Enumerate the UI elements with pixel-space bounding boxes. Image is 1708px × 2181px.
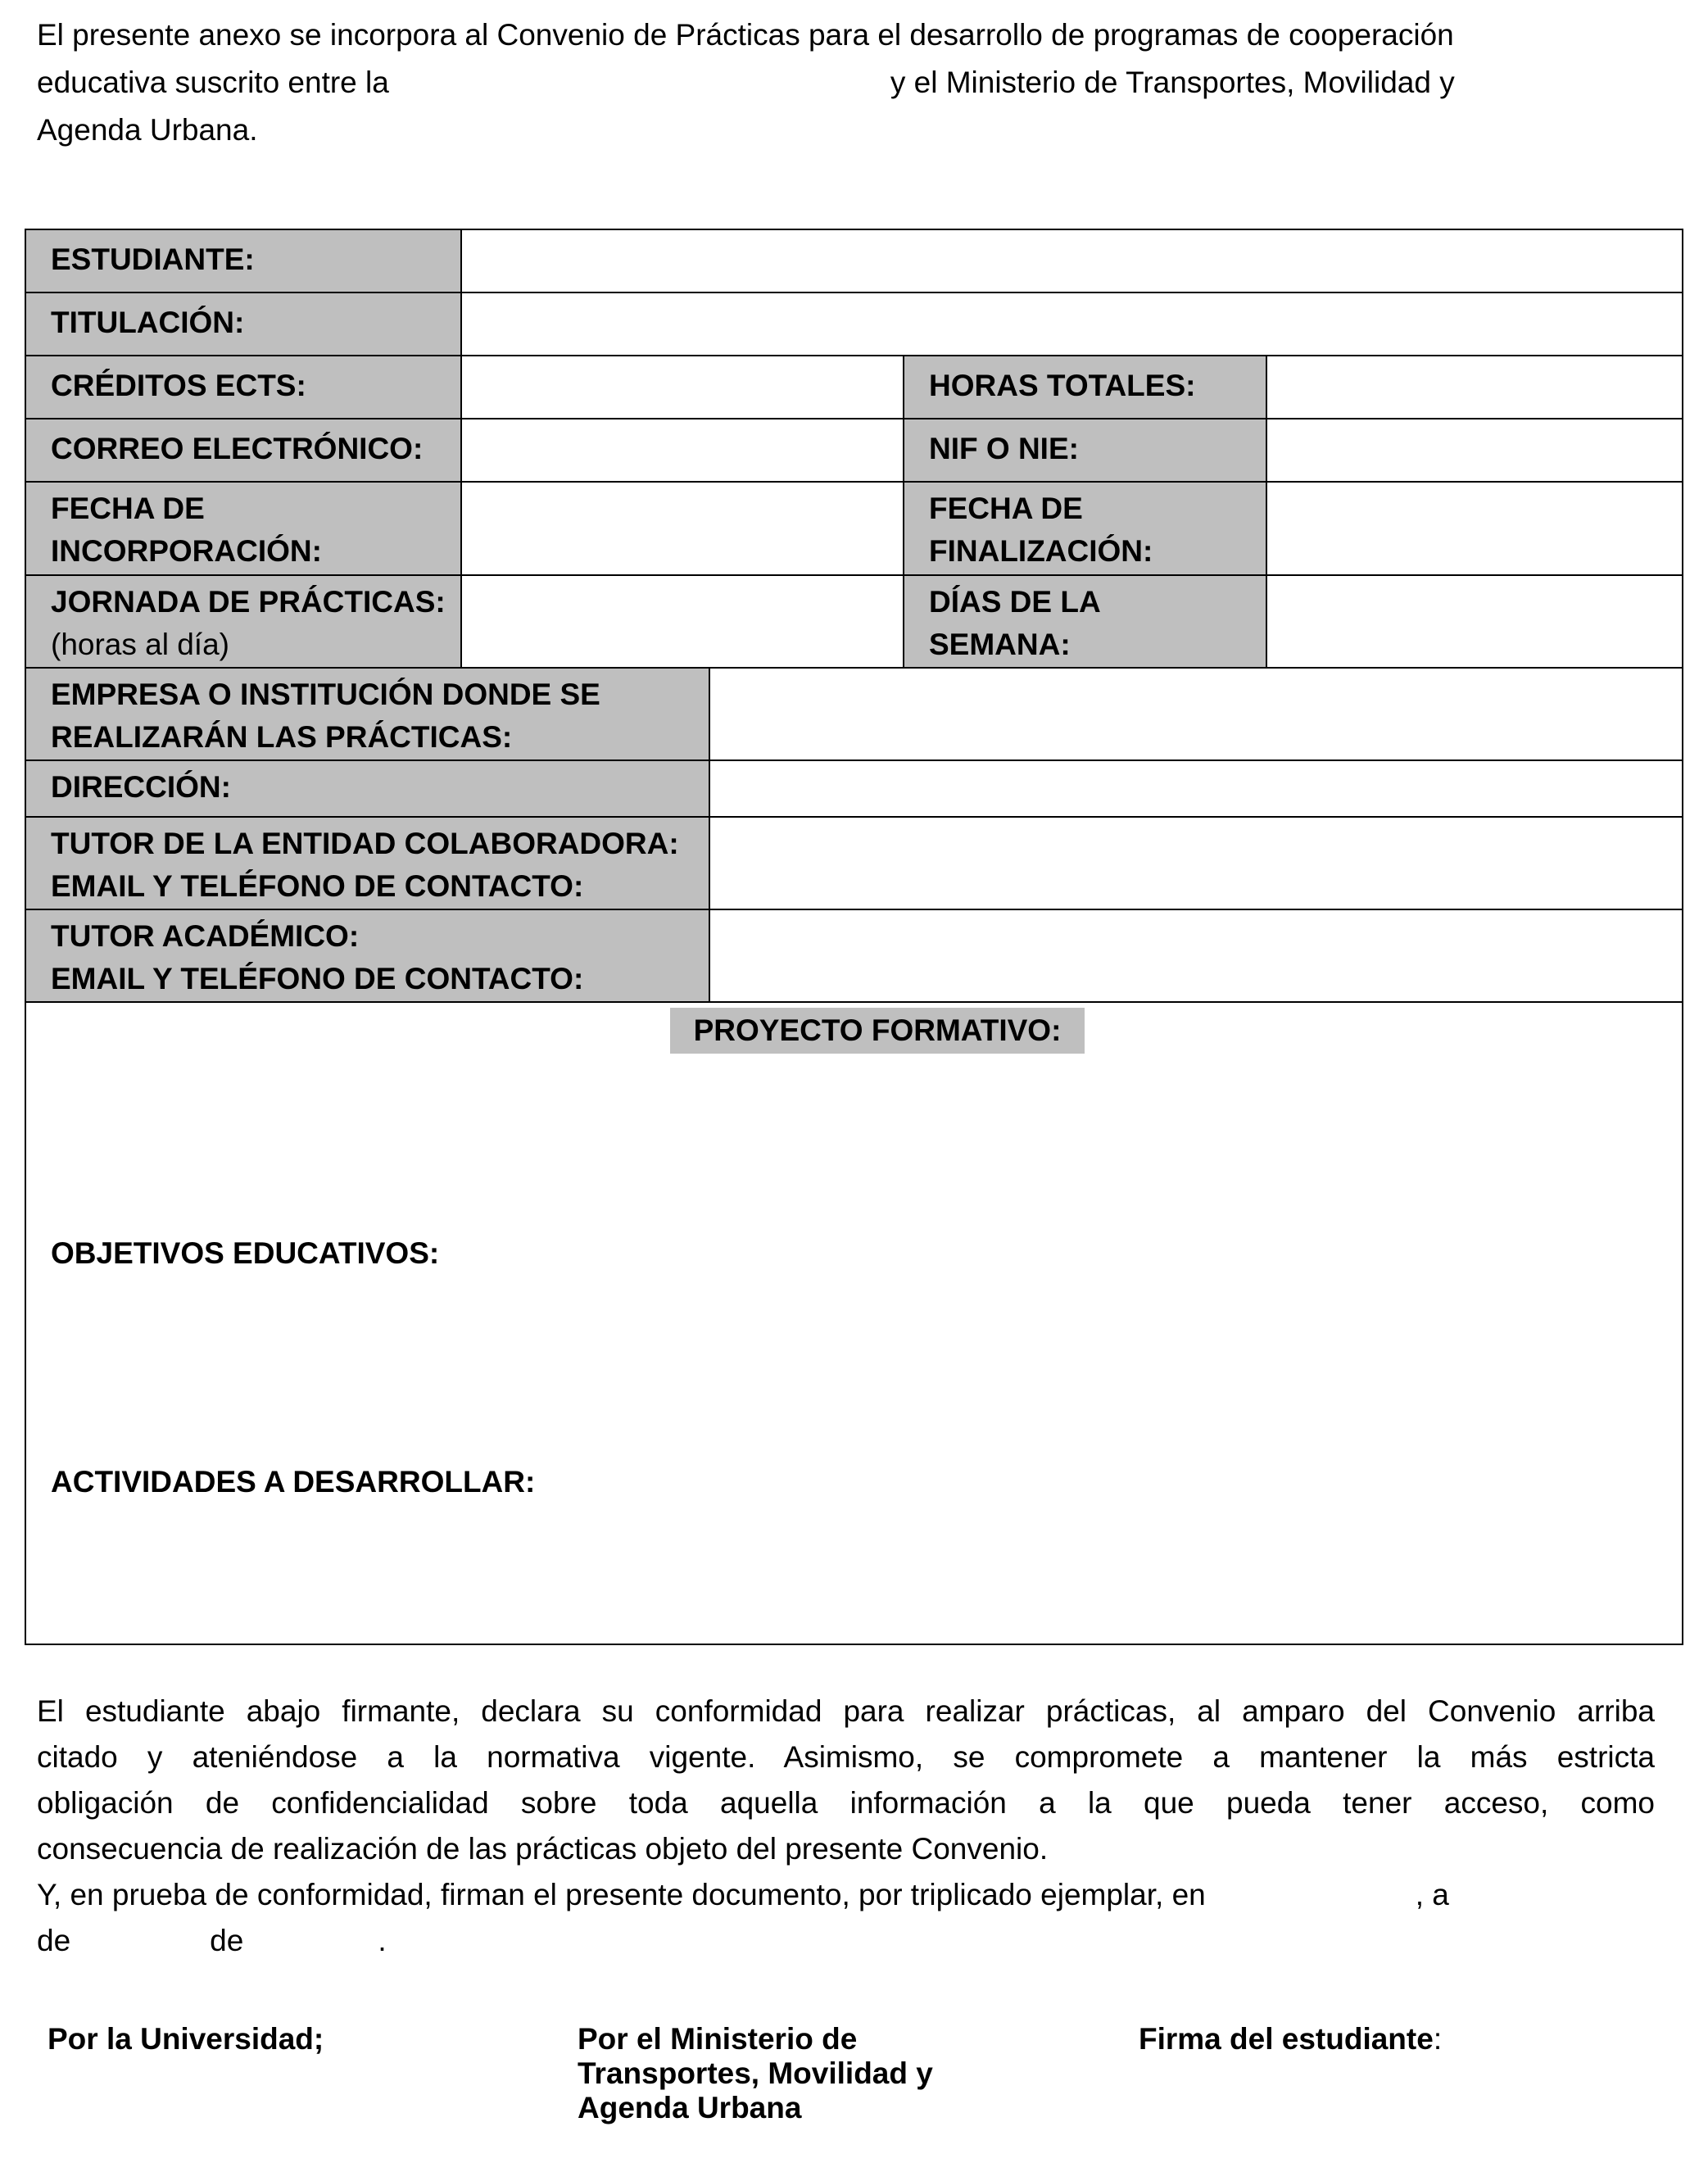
field-fecha-incorporacion[interactable] (462, 483, 904, 576)
intro-line-3: Agenda Urbana. (37, 113, 258, 147)
label-fecha-finalizacion: FECHA DE FINALIZACIÓN: (904, 483, 1267, 576)
field-empresa-institucion[interactable] (710, 669, 1682, 761)
label-empresa-institucion: EMPRESA O INSTITUCIÓN DONDE SE REALIZARÁN LAS PRÁCTICAS: (26, 669, 710, 761)
field-horas-totales[interactable] (1267, 356, 1682, 419)
field-jornada-practicas[interactable] (462, 576, 904, 669)
intro-line-1: El presente anexo se incorpora al Convenio de Prácticas para el desarrollo de programas de cooperación (37, 18, 1454, 52)
field-tutor-entidad[interactable] (710, 818, 1682, 910)
field-fecha-finalizacion[interactable] (1267, 483, 1682, 576)
label-jornada-practicas: JORNADA DE PRÁCTICAS: (horas al día) (26, 576, 462, 669)
label-tutor-academico: TUTOR ACADÉMICO: EMAIL Y TELÉFONO DE CONTACTO: (26, 910, 710, 1003)
declaration-line-5: Y, en prueba de conformidad, firman el presente documento, por triplicado ejemplar, en , a (37, 1878, 1449, 1911)
field-tutor-academico[interactable] (710, 910, 1682, 1003)
intro-paragraph (37, 11, 1667, 154)
label-correo-electronico: CORREO ELECTRÓNICO: (26, 419, 462, 483)
signature-ministerio: Por el Ministerio de Transportes, Movilidad y Agenda Urbana (578, 2022, 933, 2124)
field-dias-semana[interactable] (1267, 576, 1682, 669)
declaration-line-2: citado y ateniéndose a la normativa vigente. Asimismo, se compromete a mantener la más estricta (37, 1740, 1655, 1774)
proyecto-formativo-heading: PROYECTO FORMATIVO: (670, 1008, 1085, 1054)
declaration-line-4: consecuencia de realización de las prácticas objeto del presente Convenio. (37, 1832, 1049, 1866)
label-objetivos-educativos: OBJETIVOS EDUCATIVOS: (51, 1236, 440, 1270)
declaration-line-3: obligación de confidencialidad sobre toda aquella información a la que pueda tener acceso, como (37, 1786, 1655, 1820)
label-creditos-ects: CRÉDITOS ECTS: (26, 356, 462, 419)
intro-line-2-before: educativa suscrito entre la (37, 66, 389, 99)
field-correo-electronico[interactable] (462, 419, 904, 483)
label-titulacion: TITULACIÓN: (26, 293, 462, 356)
label-tutor-entidad: TUTOR DE LA ENTIDAD COLABORADORA: EMAIL Y TELÉFONO DE CONTACTO: (26, 818, 710, 910)
field-estudiante[interactable] (462, 230, 1682, 293)
label-actividades-desarrollar: ACTIVIDADES A DESARROLLAR: (51, 1465, 536, 1499)
practicas-form-table (25, 229, 1683, 1645)
signature-estudiante: Firma del estudiante: (1139, 2022, 1443, 2056)
declaration-paragraph (37, 1689, 1655, 1964)
declaration-line-6: de de . (37, 1924, 387, 1957)
label-nif-nie: NIF O NIE: (904, 419, 1267, 483)
signature-universidad: Por la Universidad; (48, 2022, 324, 2056)
declaration-line-1: El estudiante abajo firmante, declara su conformidad para realizar prácticas, al amparo del Convenio arriba (37, 1694, 1655, 1728)
label-estudiante: ESTUDIANTE: (26, 230, 462, 293)
label-dias-semana: DÍAS DE LA SEMANA: (904, 576, 1267, 669)
label-direccion: DIRECCIÓN: (26, 761, 710, 818)
label-fecha-incorporacion: FECHA DE INCORPORACIÓN: (26, 483, 462, 576)
field-titulacion[interactable] (462, 293, 1682, 356)
field-direccion[interactable] (710, 761, 1682, 818)
field-creditos-ects[interactable] (462, 356, 904, 419)
intro-line-2-after: y el Ministerio de Transportes, Movilidad y (890, 66, 1455, 99)
label-horas-totales: HORAS TOTALES: (904, 356, 1267, 419)
field-nif-nie[interactable] (1267, 419, 1682, 483)
intro-line-2 (37, 59, 1667, 107)
